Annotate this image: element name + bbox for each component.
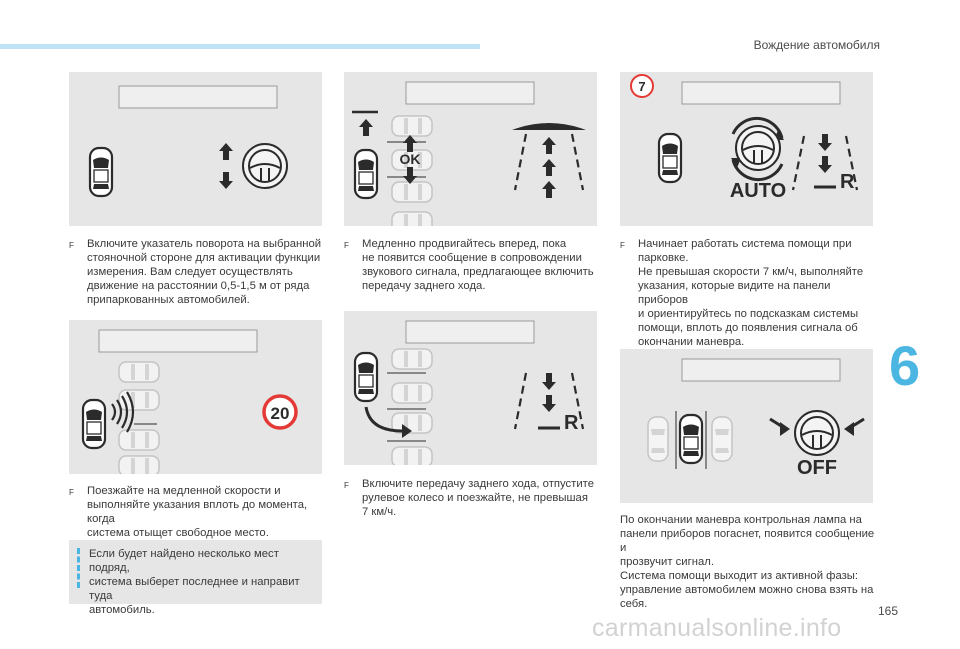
note-accent-bar [77, 548, 80, 588]
col3-bullet-1: F Начинает работать система помощи при парковке. Не превышая скорости 7 км/ч, выполняйте указания, которые видите на панели приборов и ориентируйтесь по подсказкам системы помощи, вплоть до появления сигнала об окончании маневра. [620, 238, 864, 348]
stop-bar-icon [359, 119, 373, 136]
parked-cars [392, 349, 432, 465]
off-icon [797, 457, 837, 479]
auto-steering-icon [730, 118, 786, 202]
reverse-guide-icon [793, 134, 857, 193]
figure-signal-activation [69, 72, 322, 226]
figure-number-badge [631, 75, 653, 97]
car-icon [680, 415, 702, 463]
badge-number: 7 [638, 79, 646, 94]
auto-label: AUTO [729, 180, 787, 202]
bullet-marker: F [620, 241, 625, 250]
note-text: Если будет найдено несколько мест подряд, система выберет последнее и направит туда автомобиль. [89, 548, 300, 616]
steering-wheel-icon [770, 411, 864, 455]
figure-maneuver-end [620, 349, 873, 503]
section-title: Вождение автомобиля [753, 38, 880, 52]
ok-label: OK [399, 151, 421, 167]
speed-limit-value: 20 [270, 404, 290, 423]
col2-bullet-1: F Медленно продвигайтесь вперед, пока не появится сообщение в сопровождении звукового сигнала, предлагающее включить передачу заднего хода. [344, 238, 594, 292]
car-icon [90, 148, 112, 196]
bullet-marker: F [344, 241, 349, 250]
figure-move-forward [344, 72, 597, 226]
reverse-gear-label: R [840, 171, 855, 193]
col3-paragraph: По окончании маневра контрольная лампа на панели приборов погаснет, появится сообщение и прозвучит сигнал. Система помощи выходит из активной фазы: управление автомобилем можно снова взять на себя. [620, 514, 875, 610]
car-icon [355, 150, 377, 198]
parked-cars [119, 362, 159, 474]
bullet-marker: F [69, 241, 74, 250]
col1-bullet-1: F Включите указатель поворота на выбранной стояночной стороне для активации функции измерения. Вам следует осуществлять движение на расстоянии 0,5-1,5 м от ряда припаркованных автомобилей. [69, 238, 322, 306]
figure-slow-search [69, 320, 322, 474]
arrow-down-icon [219, 172, 233, 189]
chapter-number: 6 [889, 334, 921, 397]
reverse-guide-icon [515, 373, 583, 434]
header-accent-bar [0, 44, 480, 49]
reverse-gear-label: R [564, 412, 579, 434]
sensor-waves-icon [112, 392, 133, 432]
watermark: carmanualsonline.info [592, 614, 842, 642]
car-icon [355, 353, 377, 401]
speed-limit-sign-icon [264, 396, 296, 428]
col1-bullet-2: F Поезжайте на медленной скорости и выполняйте указания вплоть до момента, когда система отыщет свободное место. [69, 485, 308, 539]
figure-reverse [344, 311, 597, 465]
off-label: OFF [797, 457, 837, 479]
note-box [69, 540, 322, 616]
bullet-marker: F [69, 488, 74, 497]
col2-bullet-2: F Включите передачу заднего хода, отпустите рулевое колесо и поезжайте, не превышая 7 км/ч. [344, 478, 594, 518]
car-icon [659, 134, 681, 182]
arrow-up-icon [219, 143, 233, 160]
bullet-marker: F [344, 481, 349, 490]
page-number: 165 [878, 604, 899, 618]
figure-auto-assist [620, 72, 873, 226]
forward-guide-icon [512, 123, 586, 198]
car-icon [83, 400, 105, 448]
steering-wheel-icon [243, 144, 287, 188]
